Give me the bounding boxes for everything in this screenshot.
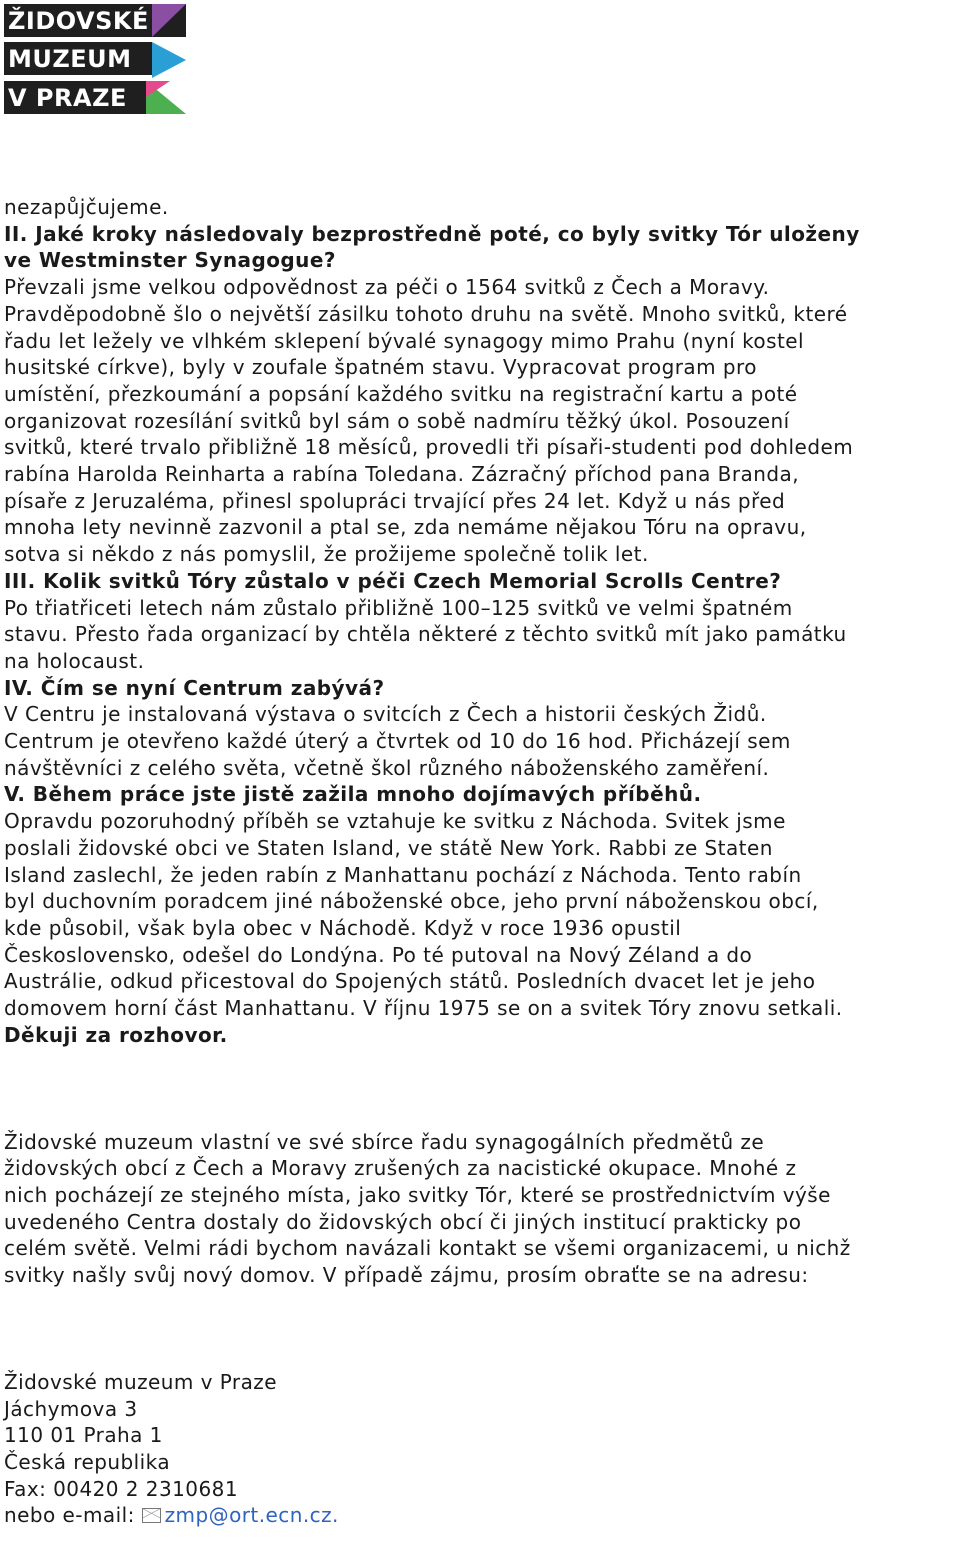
address-line: Česká republika [4,1449,171,1474]
closing-line: svitky našly svůj nový domov. V případě zájmu, prosím obraťte se na adresu: [4,1263,809,1288]
text-line: rabína Harolda Reinharta a rabína Toledana. Zázračný příchod pana Branda, [4,462,799,487]
text-line: na holocaust. [4,648,145,673]
text-line: kde působil, však byla obec v Náchodě. Když v roce 1936 opustil [4,915,682,940]
closing-line: nich pocházejí ze stejného místa, jako svitky Tór, které se prostřednictvím výše [4,1182,831,1207]
logo-triangle-pink [146,81,170,97]
question-line: IV. Čím se nyní Centrum zabývá? [4,675,385,700]
email-line [4,1502,960,1529]
text-line: Československo, odešel do Londýna. Po té putoval na Nový Zéland a do [4,942,753,967]
text-line: nezapůjčujeme. [4,195,169,219]
address-line: 110 01 Praha 1 [4,1423,163,1448]
text-line: Centrum je otevřeno každé úterý a čtvrtek od 10 do 16 hod. Přicházejí sem [4,729,791,754]
text-line: umístění, přezkoumání a popsání každého svitku na registrační kartu a poté [4,381,798,406]
address-line: Židovské muzeum v Praze [4,1369,277,1394]
logo-line-3: V PRAZE [8,84,127,112]
text-line: husitské církve), byly v zoufale špatném stavu. Vypracovat program pro [4,355,757,380]
envelope-icon [142,1508,161,1523]
text-line: návštěvníci z celého světa, včetně škol různého náboženského zaměření. [4,755,770,780]
closing-paragraph [4,1129,960,1289]
logo-line-2: MUZEUM [8,45,132,73]
interview-text [4,194,960,1049]
email-link[interactable]: zmp@ort.ecn.cz. [164,1503,339,1528]
closing-line: celém světě. Velmi rádi bychom navázali kontakt se všemi organizacemi, u nichž [4,1236,851,1261]
postal-address [4,1369,960,1503]
logo-line-1: ŽIDOVSKÉ [8,7,149,35]
question-line: III. Kolik svitků Tóry zůstalo v péči Czech Memorial Scrolls Centre? [4,568,782,593]
closing-line: Židovské muzeum vlastní ve své sbírce řadu synagogálních předmětů ze [4,1129,765,1154]
address-line: Jáchymova 3 [4,1396,138,1421]
text-line: Pravděpodobně šlo o největší zásilku tohoto druhu na světě. Mnoho svitků, které [4,301,848,326]
text-line: Opravdu pozoruhodný příběh se vztahuje ke svitku z Náchoda. Svitek jsme [4,809,786,834]
closing-line: uvedeného Centra dostaly do židovských obcí či jiných institucí prakticky po [4,1209,802,1234]
text-line: mnoha lety nevinně zazvonil a ptal se, zda nemáme nějakou Tóru na opravu, [4,515,807,540]
text-line: organizovat rozesílání svitků byl sám o sobě nadmíru těžký úkol. Posouzení [4,408,790,433]
logo-triangle-blue [152,42,186,78]
address-line: Fax: 00420 2 2310681 [4,1476,238,1501]
text-line: písaře z Jeruzaléma, přinesl spolupráci trvající přes 24 let. Když u nás před [4,488,786,513]
closing-line: židovských obcí z Čech a Moravy zrušených za nacistické okupace. Mnohé z [4,1156,797,1181]
question-line: ve Westminster Synagogue? [4,248,336,273]
text-line: svitků, které trvalo přibližně 18 měsíců, provedli tři písaři-studenti pod dohledem [4,435,854,460]
text-line: V Centru je instalovaná výstava o svitcích z Čech a historii českých Židů. [4,702,767,727]
question-line: II. Jaké kroky následovaly bezprostředně poté, co byly svitky Tór uloženy [4,221,860,246]
text-line: sotva si někdo z nás pomyslil, že prožijeme společně tolik let. [4,542,649,567]
text-line: Austrálie, odkud přicestoval do Spojených států. Posledních dvacet let je jeho [4,969,816,994]
question-line: V. Během práce jste jistě zažila mnoho dojímavých příběhů. [4,782,702,807]
text-line: stavu. Přesto řada organizací by chtěla některé z těchto svitků mít jako památku [4,622,847,647]
text-line: domovem horní část Manhattanu. V říjnu 1975 se on a svitek Tóry znovu setkali. [4,996,843,1021]
text-line: Island zaslechl, že jeden rabín z Manhattanu pochází z Náchoda. Tento rabín [4,862,802,887]
email-prefix: nebo e-mail: [4,1503,135,1528]
question-line: Děkuji za rozhovor. [4,1022,228,1047]
museum-logo [4,4,186,114]
text-line: Převzali jsme velkou odpovědnost za péči o 1564 svitků z Čech a Moravy. [4,275,770,300]
text-line: Po třiatřiceti letech nám zůstalo přibližně 100–125 svitků ve velmi špatném [4,595,793,620]
document-body [4,194,960,1529]
text-line: řadu let ležely ve vlhkém sklepení bývalé synagogy mimo Prahu (nyní kostel [4,328,805,353]
logo-triangle-purple [152,4,186,37]
text-line: byl duchovním poradcem jiné náboženské obce, jeho první náboženskou obcí, [4,889,819,914]
text-line: poslali židovské obci ve Staten Island, ve státě New York. Rabbi ze Staten [4,835,773,860]
